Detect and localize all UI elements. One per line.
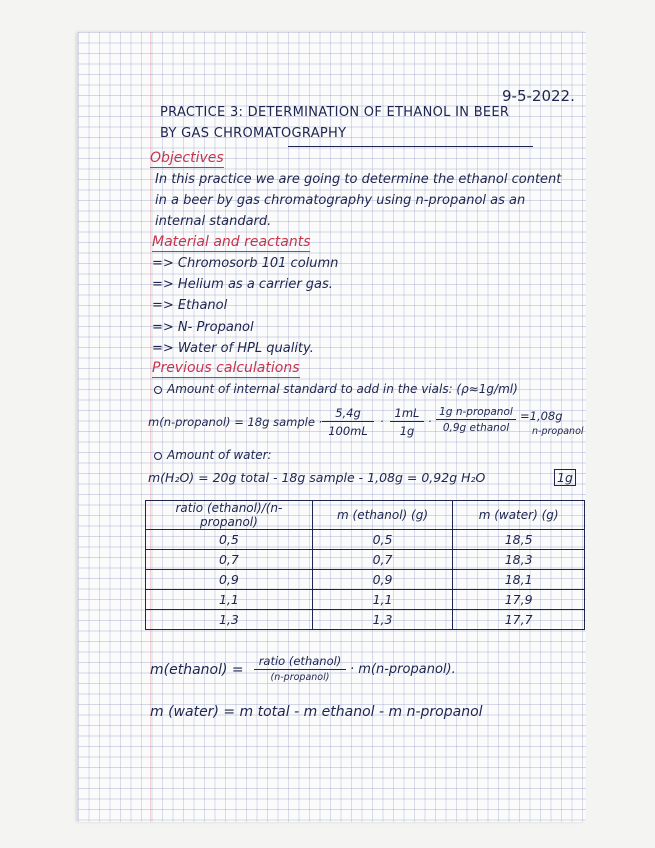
table-header-row <box>146 501 585 530</box>
formula-water: m (water) = m total - m ethanol - m n-propanol <box>150 704 483 720</box>
fraction-numerator: 5,4g <box>322 406 374 422</box>
table-row <box>146 550 585 570</box>
fraction-ratio <box>436 406 516 434</box>
column-header: ratio (ethanol)/(n-propanol) <box>146 501 313 530</box>
table-cell: 1,1 <box>312 590 452 610</box>
fraction-density <box>322 406 374 438</box>
material-item: => Water of HPL quality. <box>152 341 314 356</box>
material-item: => N- Propanol <box>152 320 254 335</box>
date: 9-5-2022. <box>502 87 575 105</box>
fraction-denominator: 0,9g ethanol <box>442 422 510 434</box>
water-amount-text: Amount of water: <box>167 448 272 462</box>
fraction-numerator: 1g n-propanol <box>436 406 516 420</box>
column-header: m (ethanol) (g) <box>312 501 452 530</box>
boxed-note: 1g <box>554 469 576 486</box>
objectives-heading: Objectives <box>150 150 224 166</box>
fraction-numerator: ratio (ethanol) <box>254 654 346 670</box>
objectives-line-3: internal standard. <box>155 214 272 229</box>
column-header: m (water) (g) <box>453 501 585 530</box>
title-underline <box>288 146 533 147</box>
objectives-line-1: In this practice we are going to determine the ethanol content <box>155 172 562 187</box>
water-amount-label <box>154 448 272 462</box>
internal-standard-label <box>154 382 518 396</box>
internal-standard-result-unit: n-propanol <box>532 426 584 437</box>
fraction-denominator: 100mL <box>328 424 368 438</box>
title-line-2: BY GAS CHROMATOGRAPHY <box>160 126 347 141</box>
data-table <box>145 500 585 630</box>
table-cell: 0,7 <box>146 550 313 570</box>
material-item: => Helium as a carrier gas. <box>152 277 333 292</box>
bullet-icon <box>154 452 162 460</box>
table-cell: 1,3 <box>146 610 313 630</box>
table-cell: 17,9 <box>453 590 585 610</box>
title-line-1: PRACTICE 3: DETERMINATION OF ETHANOL IN BEER <box>160 105 510 120</box>
table-cell: 0,9 <box>146 570 313 590</box>
formula-ethanol-rhs: · m(n-propanol). <box>350 662 456 677</box>
table-row <box>146 570 585 590</box>
table-cell: 0,5 <box>146 530 313 550</box>
internal-standard-lhs: m(n-propanol) = 18g sample · <box>148 415 323 429</box>
table-cell: 18,3 <box>453 550 585 570</box>
fraction-denominator: (n-propanol) <box>270 672 330 683</box>
table-row <box>146 610 585 630</box>
bullet-icon <box>154 386 162 394</box>
previous-calculations-heading: Previous calculations <box>152 360 300 376</box>
materials-heading: Material and reactants <box>152 234 311 250</box>
fraction-numerator: 1mL <box>390 406 424 422</box>
objectives-line-2: in a beer by gas chromatography using n-propanol as an <box>155 193 526 208</box>
notebook-page <box>78 32 586 822</box>
internal-standard-result: =1,08g <box>520 409 563 423</box>
table-row <box>146 590 585 610</box>
water-equation: m(H₂O) = 20g total - 18g sample - 1,08g = 0,92g H₂O <box>148 470 486 485</box>
material-item: => Chromosorb 101 column <box>152 256 339 271</box>
material-item: => Ethanol <box>152 298 228 313</box>
table-row <box>146 530 585 550</box>
table-cell: 18,1 <box>453 570 585 590</box>
internal-standard-text: Amount of internal standard to add in the vials: (ρ≈1g/ml) <box>167 382 518 396</box>
fraction-volume <box>390 406 424 438</box>
table-cell: 17,7 <box>453 610 585 630</box>
table-cell: 0,7 <box>312 550 452 570</box>
table-cell: 1,3 <box>312 610 452 630</box>
formula-ethanol-lhs: m(ethanol) = <box>150 662 244 678</box>
table-cell: 18,5 <box>453 530 585 550</box>
table-cell: 0,9 <box>312 570 452 590</box>
fraction-denominator: 1g <box>399 424 415 438</box>
formula-ratio-fraction <box>254 654 346 683</box>
multiply-dot: · <box>380 415 384 428</box>
table-cell: 1,1 <box>146 590 313 610</box>
table-cell: 0,5 <box>312 530 452 550</box>
multiply-dot: · <box>428 415 432 428</box>
